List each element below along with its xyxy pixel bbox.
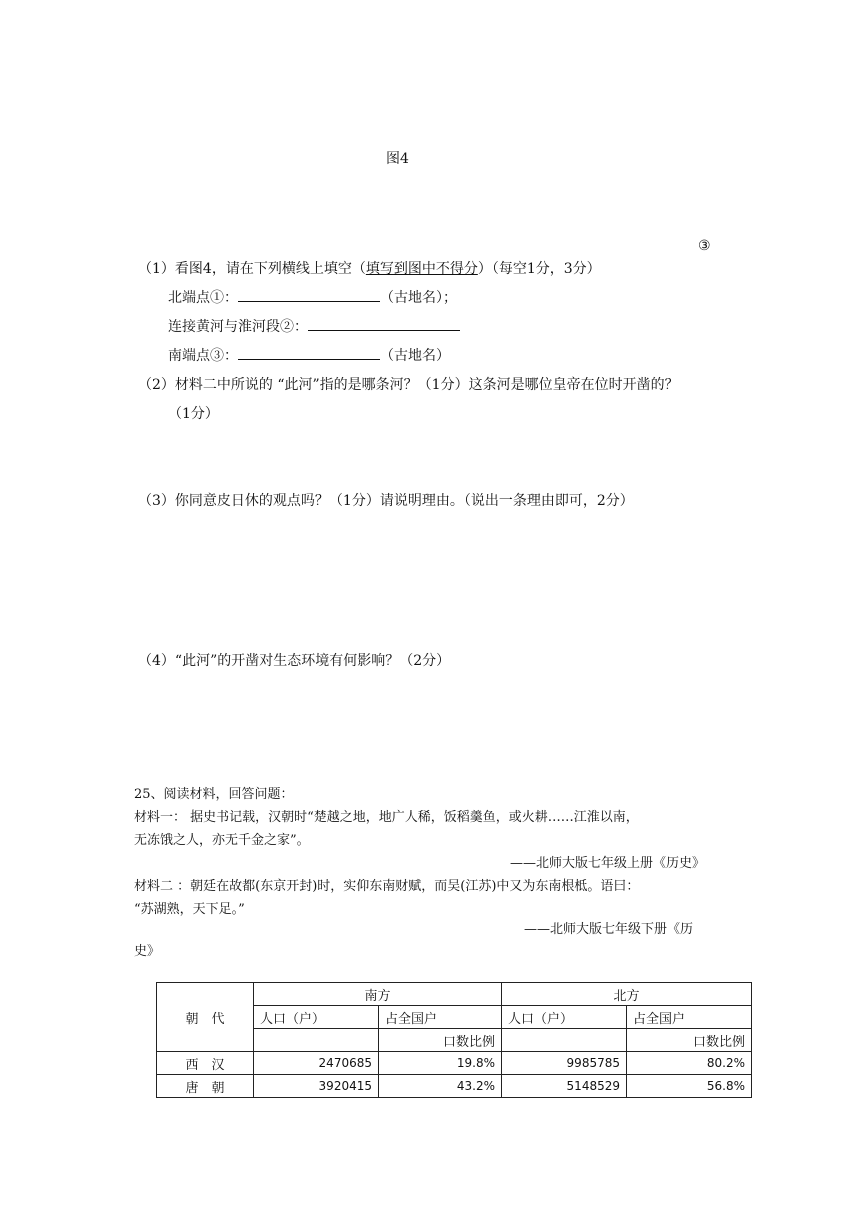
question-1-prefix: （1）看图4，请在下列横线上填空（: [138, 261, 366, 277]
header-dynasty: 朝 代: [157, 983, 254, 1052]
middle-section-label: 连接黄河与淮河段②：: [168, 319, 308, 335]
figure-caption: 图4: [386, 151, 409, 167]
table-row: [157, 1075, 752, 1098]
row-north-ratio: 80.2%: [627, 1052, 752, 1075]
material-1-source: ——北师大版七年级上册《历史》: [510, 856, 706, 871]
north-point-blank[interactable]: [238, 287, 380, 302]
answer-line-north: [168, 287, 457, 307]
north-point-label: 北端点①：: [168, 290, 238, 306]
row-north-ratio: 56.8%: [627, 1075, 752, 1098]
header-north-households-cont: [502, 1029, 627, 1052]
header-south-households: 人口（户）: [254, 1006, 379, 1029]
row-south-pop: 2470685: [254, 1052, 379, 1075]
answer-line-middle: [168, 316, 460, 336]
table-header-row: [157, 983, 752, 1006]
material-2-source-continued: 史》: [134, 944, 161, 959]
map-marker-3: ③: [698, 238, 711, 254]
material-2-line-2: “苏湖熟，天下足。”: [134, 902, 245, 917]
header-north-households: 人口（户）: [502, 1006, 627, 1029]
question-4: （4）“此河”的开凿对生态环境有何影响？（2分）: [138, 653, 451, 669]
answer-line-south: [168, 345, 450, 365]
material-1-line-2: 无冻饿之人，亦无千金之家”。: [134, 833, 310, 848]
row-north-pop: 9985785: [502, 1052, 627, 1075]
row-north-pop: 5148529: [502, 1075, 627, 1098]
question-1: [138, 258, 601, 278]
row-south-pop: 3920415: [254, 1075, 379, 1098]
material-1-line-1: 材料一： 据史书记载，汉朝时“楚越之地，地广人稀，饭稻羹鱼，或火耕……江淮以南，: [134, 810, 639, 825]
row-south-ratio: 43.2%: [379, 1075, 502, 1098]
material-2-source: ——北师大版七年级下册《历: [524, 922, 694, 937]
north-point-hint: （古地名）；: [380, 290, 457, 306]
header-south-ratio-1: 占全国户: [379, 1006, 502, 1029]
row-dynasty: 西 汉: [157, 1052, 254, 1075]
question-3: （3）你同意皮日休的观点吗？（1分）请说明理由。（说出一条理由即可，2分）: [138, 493, 634, 509]
population-table: [156, 982, 752, 1098]
material-2-line-1: 材料二 ：朝廷在故都(东京开封)时，实仰东南财赋，而吴(江苏)中又为东南根柢。语曰：: [134, 879, 640, 894]
header-south: 南方: [254, 983, 502, 1006]
header-north-ratio-1: 占全国户: [627, 1006, 752, 1029]
header-south-households-cont: [254, 1029, 379, 1052]
south-point-blank[interactable]: [238, 345, 380, 360]
question-1-suffix: ）（每空1分，3分）: [477, 261, 601, 277]
header-north-ratio-2: 口数比例: [627, 1029, 752, 1052]
table-row: [157, 1052, 752, 1075]
header-south-ratio-2: 口数比例: [379, 1029, 502, 1052]
south-point-hint: （古地名）: [380, 348, 450, 364]
row-dynasty: 唐 朝: [157, 1075, 254, 1098]
row-south-ratio: 19.8%: [379, 1052, 502, 1075]
question-25-title: 25、阅读材料，回答问题：: [134, 787, 294, 802]
middle-section-blank[interactable]: [308, 316, 460, 331]
header-north: 北方: [502, 983, 752, 1006]
question-2: （2）材料二中所说的 “此河”指的是哪条河？（1分）这条河是哪位皇帝在位时开凿的？: [138, 377, 679, 393]
south-point-label: 南端点③：: [168, 348, 238, 364]
question-2-score: （1分）: [168, 406, 219, 422]
question-1-emphasis: 填写到图中不得分: [365, 261, 478, 277]
